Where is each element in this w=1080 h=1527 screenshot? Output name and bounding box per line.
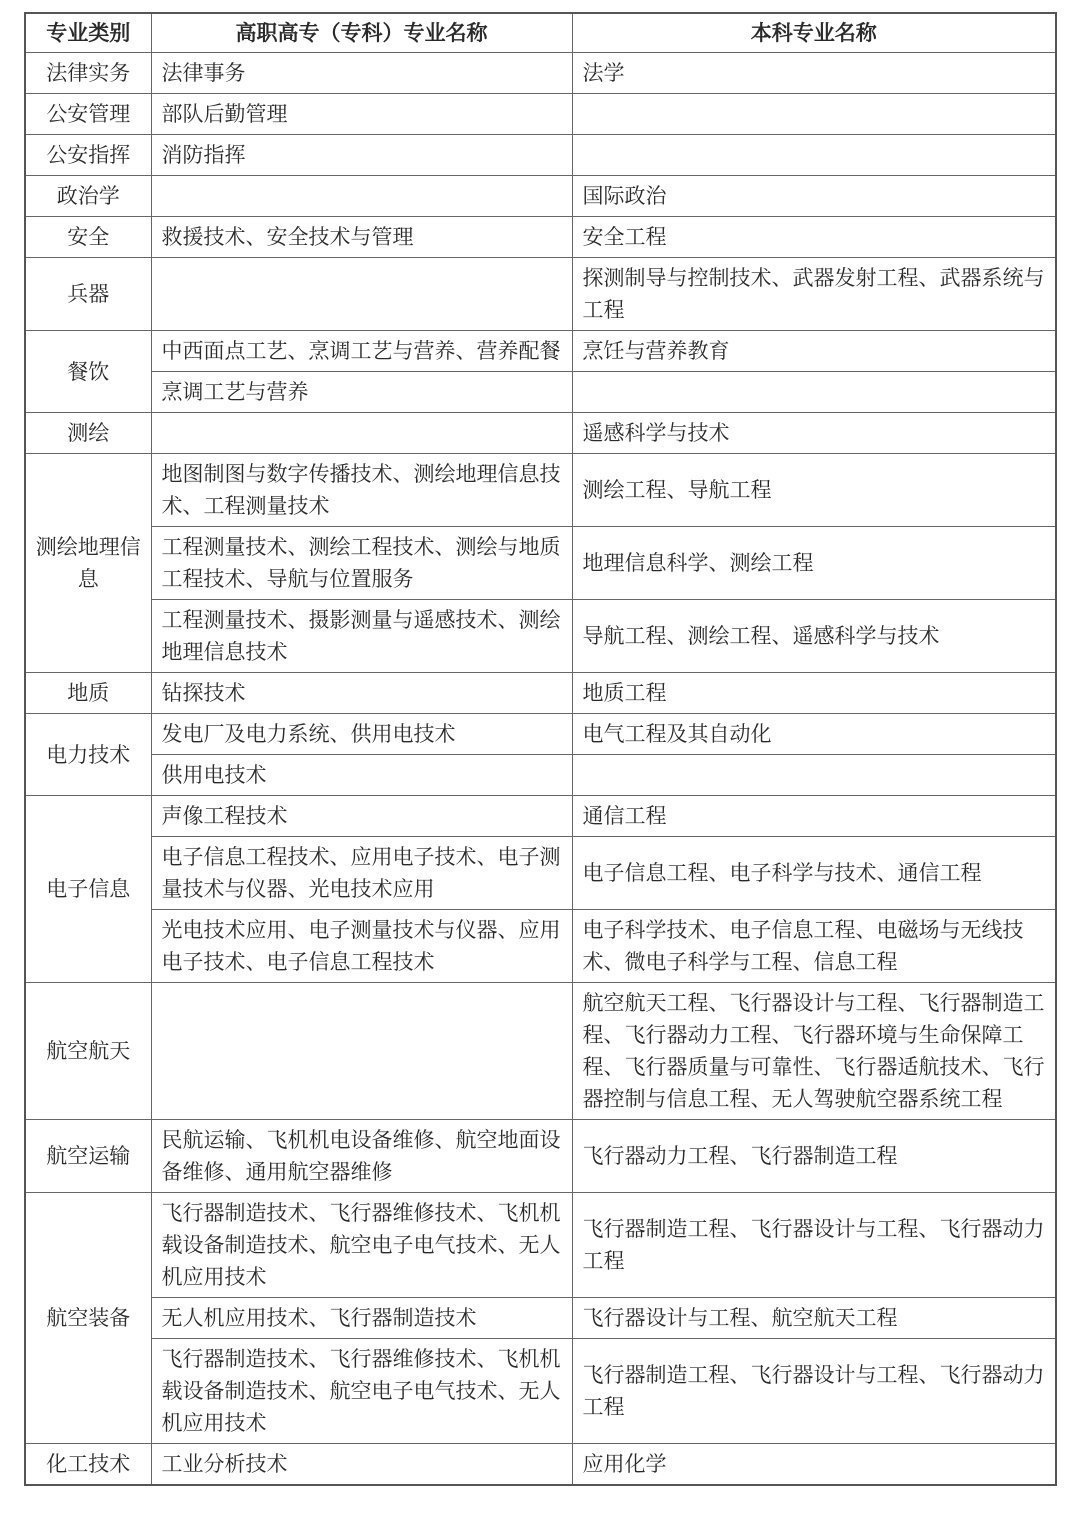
undergraduate-major-cell: 地理信息科学、测绘工程 [572, 527, 1056, 600]
category-cell: 公安管理 [25, 94, 151, 135]
table-row [25, 217, 1056, 258]
undergraduate-major-cell: 飞行器制造工程、飞行器设计与工程、飞行器动力工程 [572, 1339, 1056, 1444]
vocational-major-cell: 工程测量技术、测绘工程技术、测绘与地质工程技术、导航与位置服务 [151, 527, 572, 600]
category-cell: 兵器 [25, 258, 151, 331]
category-cell: 法律实务 [25, 53, 151, 94]
table-row [25, 714, 1056, 755]
undergraduate-major-cell [572, 755, 1056, 796]
undergraduate-major-cell: 电子信息工程、电子科学与技术、通信工程 [572, 837, 1056, 910]
undergraduate-major-cell: 通信工程 [572, 796, 1056, 837]
vocational-major-cell [151, 413, 572, 454]
table-row [25, 600, 1056, 673]
category-cell: 测绘 [25, 413, 151, 454]
undergraduate-major-cell [572, 372, 1056, 413]
table-row [25, 1298, 1056, 1339]
category-cell: 化工技术 [25, 1444, 151, 1486]
undergraduate-major-cell: 航空航天工程、飞行器设计与工程、飞行器制造工程、飞行器动力工程、飞行器环境与生命保障工程、飞行器质量与可靠性、飞行器适航技术、飞行器控制与信息工程、无人驾驶航空器系统工程 [572, 983, 1056, 1120]
undergraduate-major-cell: 安全工程 [572, 217, 1056, 258]
vocational-major-cell: 消防指挥 [151, 135, 572, 176]
vocational-major-cell [151, 258, 572, 331]
undergraduate-major-cell [572, 94, 1056, 135]
header-vocational: 高职高专（专科）专业名称 [151, 13, 572, 53]
table-row [25, 176, 1056, 217]
vocational-major-cell: 中西面点工艺、烹调工艺与营养、营养配餐 [151, 331, 572, 372]
vocational-major-cell [151, 176, 572, 217]
vocational-major-cell [151, 983, 572, 1120]
vocational-major-cell: 发电厂及电力系统、供用电技术 [151, 714, 572, 755]
table-row [25, 673, 1056, 714]
undergraduate-major-cell: 国际政治 [572, 176, 1056, 217]
vocational-major-cell: 电子信息工程技术、应用电子技术、电子测量技术与仪器、光电技术应用 [151, 837, 572, 910]
undergraduate-major-cell: 烹饪与营养教育 [572, 331, 1056, 372]
vocational-major-cell: 飞行器制造技术、飞行器维修技术、飞机机载设备制造技术、航空电子电气技术、无人机应用技术 [151, 1193, 572, 1298]
table-row [25, 983, 1056, 1120]
table-row [25, 1444, 1056, 1486]
category-cell: 电子信息 [25, 796, 151, 983]
vocational-major-cell: 无人机应用技术、飞行器制造技术 [151, 1298, 572, 1339]
category-cell: 餐饮 [25, 331, 151, 413]
table-row [25, 755, 1056, 796]
vocational-major-cell: 工业分析技术 [151, 1444, 572, 1486]
table-row [25, 1339, 1056, 1444]
category-cell: 安全 [25, 217, 151, 258]
undergraduate-major-cell [572, 135, 1056, 176]
undergraduate-major-cell: 飞行器动力工程、飞行器制造工程 [572, 1120, 1056, 1193]
undergraduate-major-cell: 电气工程及其自动化 [572, 714, 1056, 755]
vocational-major-cell: 民航运输、飞机机电设备维修、航空地面设备维修、通用航空器维修 [151, 1120, 572, 1193]
table-row [25, 837, 1056, 910]
vocational-major-cell: 部队后勤管理 [151, 94, 572, 135]
vocational-major-cell: 供用电技术 [151, 755, 572, 796]
category-cell: 航空装备 [25, 1193, 151, 1444]
header-category: 专业类别 [25, 13, 151, 53]
category-cell: 航空航天 [25, 983, 151, 1120]
undergraduate-major-cell: 应用化学 [572, 1444, 1056, 1486]
table-row [25, 258, 1056, 331]
vocational-major-cell: 声像工程技术 [151, 796, 572, 837]
category-cell: 政治学 [25, 176, 151, 217]
undergraduate-major-cell: 遥感科学与技术 [572, 413, 1056, 454]
vocational-major-cell: 烹调工艺与营养 [151, 372, 572, 413]
table-row [25, 331, 1056, 372]
vocational-major-cell: 救援技术、安全技术与管理 [151, 217, 572, 258]
table-row [25, 372, 1056, 413]
category-cell: 电力技术 [25, 714, 151, 796]
table-row [25, 454, 1056, 527]
table-row [25, 527, 1056, 600]
header-undergraduate: 本科专业名称 [572, 13, 1056, 53]
undergraduate-major-cell: 法学 [572, 53, 1056, 94]
vocational-major-cell: 工程测量技术、摄影测量与遥感技术、测绘地理信息技术 [151, 600, 572, 673]
table-row [25, 796, 1056, 837]
table-row [25, 910, 1056, 983]
undergraduate-major-cell: 导航工程、测绘工程、遥感科学与技术 [572, 600, 1056, 673]
table-row [25, 53, 1056, 94]
category-cell: 测绘地理信息 [25, 454, 151, 673]
header-row [25, 13, 1056, 53]
category-cell: 公安指挥 [25, 135, 151, 176]
table-row [25, 413, 1056, 454]
undergraduate-major-cell: 测绘工程、导航工程 [572, 454, 1056, 527]
table-row [25, 135, 1056, 176]
undergraduate-major-cell: 飞行器设计与工程、航空航天工程 [572, 1298, 1056, 1339]
vocational-major-cell: 地图制图与数字传播技术、测绘地理信息技术、工程测量技术 [151, 454, 572, 527]
table-body [25, 53, 1056, 1486]
undergraduate-major-cell: 飞行器制造工程、飞行器设计与工程、飞行器动力工程 [572, 1193, 1056, 1298]
table-row [25, 1120, 1056, 1193]
vocational-major-cell: 钻探技术 [151, 673, 572, 714]
major-comparison-table [24, 12, 1057, 1486]
category-cell: 航空运输 [25, 1120, 151, 1193]
vocational-major-cell: 法律事务 [151, 53, 572, 94]
table-row [25, 94, 1056, 135]
undergraduate-major-cell: 电子科学技术、电子信息工程、电磁场与无线技术、微电子科学与工程、信息工程 [572, 910, 1056, 983]
undergraduate-major-cell: 探测制导与控制技术、武器发射工程、武器系统与工程 [572, 258, 1056, 331]
vocational-major-cell: 飞行器制造技术、飞行器维修技术、飞机机载设备制造技术、航空电子电气技术、无人机应用技术 [151, 1339, 572, 1444]
vocational-major-cell: 光电技术应用、电子测量技术与仪器、应用电子技术、电子信息工程技术 [151, 910, 572, 983]
undergraduate-major-cell: 地质工程 [572, 673, 1056, 714]
table-header [25, 13, 1056, 53]
category-cell: 地质 [25, 673, 151, 714]
table-row [25, 1193, 1056, 1298]
